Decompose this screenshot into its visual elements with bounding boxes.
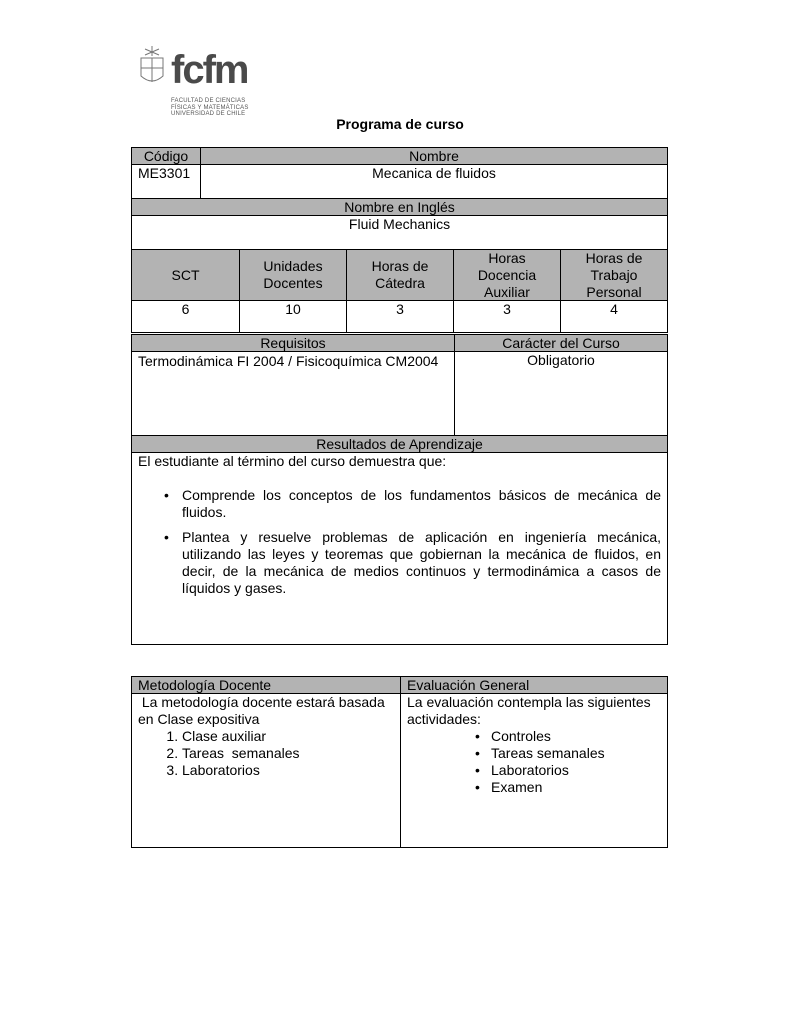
requisitos-value: Termodinámica FI 2004 / Fisicoquímica CM2004 xyxy=(131,351,455,436)
sct-value: 6 xyxy=(131,300,240,333)
nombre-ingles-header: Nombre en Inglés xyxy=(131,198,668,216)
horas-docencia-auxiliar-value: 3 xyxy=(453,300,561,333)
list-item: • Comprende los conceptos de los fundamentos básicos de mecánica de fluidos. xyxy=(138,487,661,521)
horas-catedra-header: Horas de Cátedra xyxy=(346,249,454,301)
nombre-header: Nombre xyxy=(200,147,668,165)
resultados-intro: El estudiante al término del curso demuestra que: xyxy=(138,453,447,469)
list-item: • Plantea y resuelve problemas de aplicación en ingeniería mecánica, utilizando las leyes y teoremas que gobiernan la mecánica de fluidos, en decir, de la mecánica de medios continuos y termodinámica a casos de líquidos y gases. xyxy=(138,529,661,597)
caracter-value: Obligatorio xyxy=(454,351,668,436)
list-item: • Controles xyxy=(407,728,661,745)
list-item: • Examen xyxy=(407,779,661,796)
sct-header: SCT xyxy=(131,249,240,301)
brand-subtitle: FACULTAD DE CIENCIAS FÍSICAS Y MATEMÁTICAS UNIVERSIDAD DE CHILE xyxy=(171,98,249,117)
evaluacion-intro: La evaluación contempla las siguientes actividades: xyxy=(407,694,651,727)
evaluacion-body xyxy=(400,693,668,848)
horas-catedra-value: 3 xyxy=(346,300,454,333)
unidades-docentes-value: 10 xyxy=(239,300,347,333)
nombre-ingles-value: Fluid Mechanics xyxy=(131,215,668,250)
university-seal-icon xyxy=(137,44,167,94)
horas-trabajo-personal-header: Horas de Trabajo Personal xyxy=(560,249,668,301)
list-item: 1. Clase auxiliar xyxy=(182,728,394,745)
caracter-header: Carácter del Curso xyxy=(454,334,668,352)
requisitos-header: Requisitos xyxy=(131,334,455,352)
metodologia-header: Metodología Docente xyxy=(131,676,401,694)
resultados-header: Resultados de Aprendizaje xyxy=(131,435,668,453)
metodologia-list xyxy=(138,728,394,779)
brand-text: fcfm xyxy=(171,48,248,92)
list-item: • Laboratorios xyxy=(407,762,661,779)
page-title: Programa de curso xyxy=(336,116,464,132)
list-item: 3. Laboratorios xyxy=(182,762,394,779)
resultados-body xyxy=(131,452,668,645)
list-item: 2. Tareas semanales xyxy=(182,745,394,762)
list-item: • Tareas semanales xyxy=(407,745,661,762)
metodologia-body xyxy=(131,693,401,848)
fcfm-logo xyxy=(137,44,257,120)
metodologia-intro: La metodología docente estará basada en Clase expositiva xyxy=(138,694,389,727)
unidades-docentes-header: Unidades Docentes xyxy=(239,249,347,301)
evaluacion-list xyxy=(407,728,661,796)
evaluacion-header: Evaluación General xyxy=(400,676,668,694)
horas-docencia-auxiliar-header: Horas Docencia Auxiliar xyxy=(453,249,561,301)
codigo-header: Código xyxy=(131,147,201,165)
horas-trabajo-personal-value: 4 xyxy=(560,300,668,333)
codigo-value: ME3301 xyxy=(131,164,201,199)
resultados-list xyxy=(138,487,661,597)
nombre-value: Mecanica de fluidos xyxy=(200,164,668,199)
